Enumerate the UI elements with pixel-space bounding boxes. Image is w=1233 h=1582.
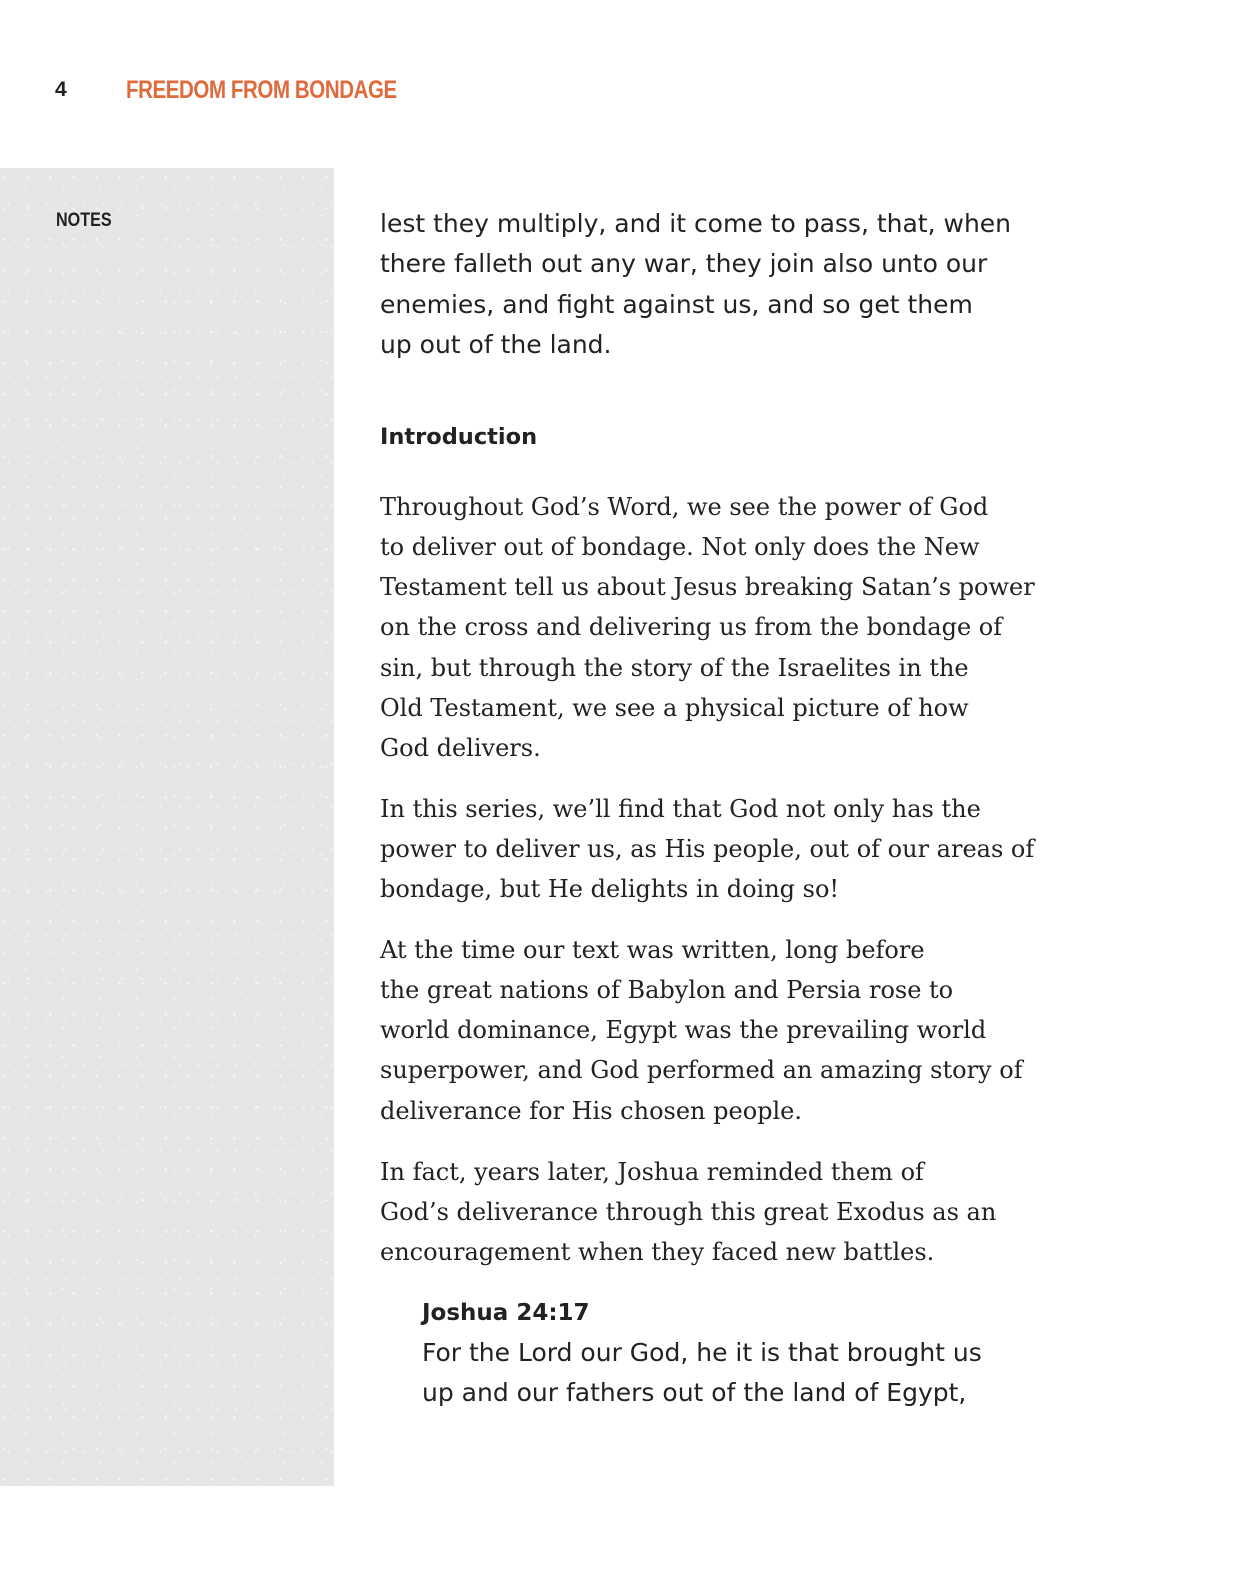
scripture-text: For the Lord our God, he it is that brought us up and our fathers out of the land of Egypt, — [422, 1337, 982, 1408]
body-paragraph: In fact, years later, Joshua reminded them of God’s deliverance through this great Exodus as an encouragement when they faced new battles. — [380, 1157, 997, 1266]
notes-panel — [0, 168, 334, 1486]
section-heading: Introduction — [380, 424, 538, 451]
running-title: FREEDOM FROM BONDAGE — [126, 76, 397, 104]
body-paragraph: Throughout God’s Word, we see the power of God to deliver out of bondage. Not only does the New Testament tell us about Jesus breaking Satan’s power on the cross and delivering us from the bondage of sin, but through the story of the Israelites in the Old Testament, we see a physical picture of how God delivers. — [380, 493, 1035, 762]
page-number: 4 — [55, 78, 67, 101]
opening-verse: lest they multiply, and it come to pass, that, when there falleth out any war, they join also unto our enemies, and fight against us, and so get them up out of the land. — [380, 209, 1012, 359]
body-paragraph: At the time our text was written, long before the great nations of Babylon and Persia rose to world dominance, Egypt was the prevailing world superpower, and God performed an amazing story of deliverance for His chosen people. — [380, 936, 1023, 1125]
body-paragraphs — [380, 487, 1080, 1272]
notes-label: NOTES — [56, 210, 112, 231]
scripture-reference: Joshua 24:17 — [422, 1299, 590, 1326]
body-paragraph: In this series, we’ll find that God not only has the power to deliver us, as His people, out of our areas of bondage, but He delights in doing so! — [380, 794, 1035, 904]
main-content — [380, 204, 1080, 1413]
scripture-quote — [422, 1293, 1080, 1414]
